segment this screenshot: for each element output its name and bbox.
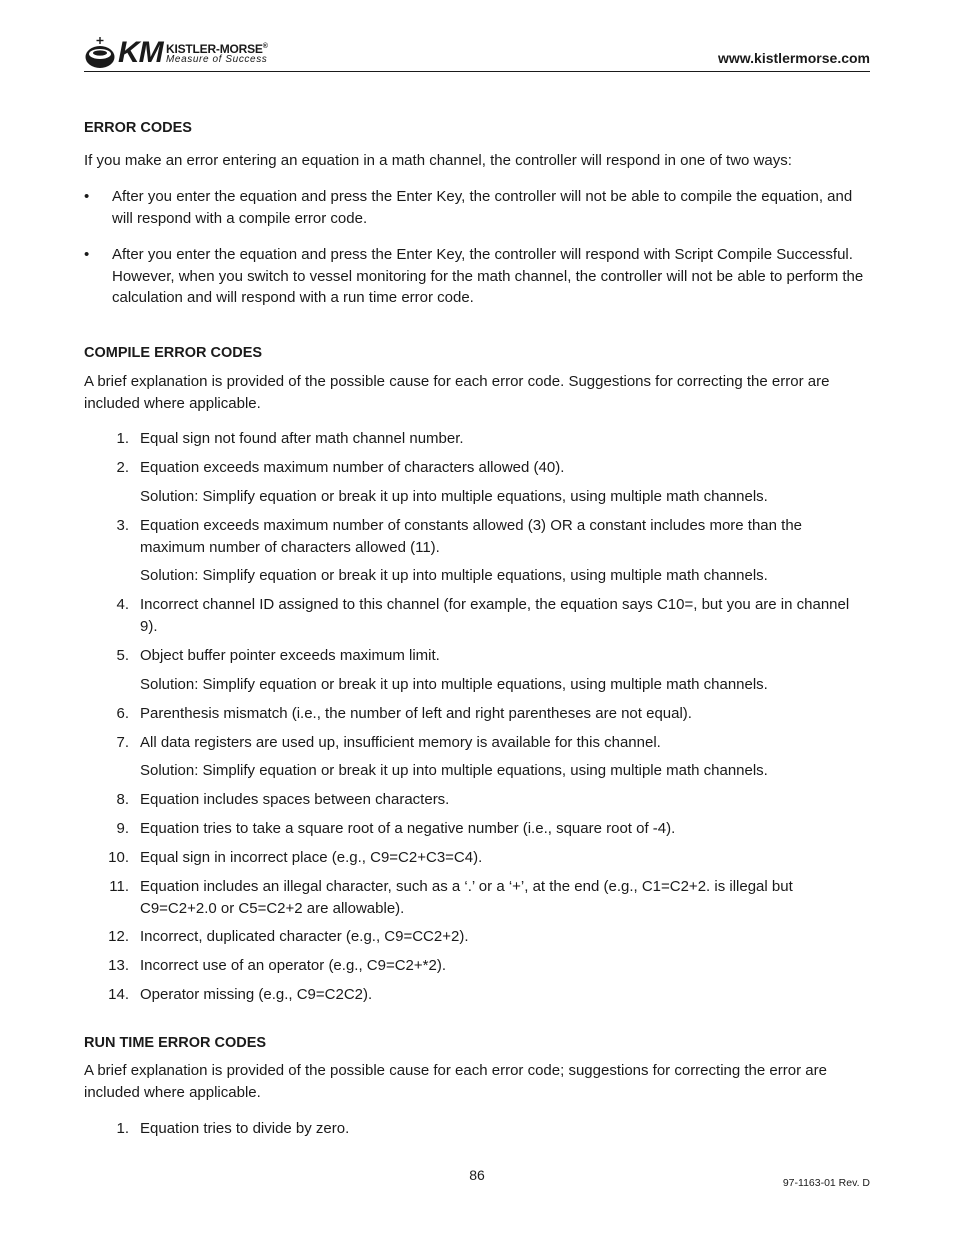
section-heading-run-time-error-codes: RUN TIME ERROR CODES xyxy=(84,1035,267,1051)
list-item-number: 1. xyxy=(116,430,129,447)
list-item-number: 7. xyxy=(116,734,129,751)
list-item-text: Equation includes an illegal character, such as a ‘.’ or a ‘+’, at the end (e.g., C1=C2+2. is illegal but C9=C2+2.0 or C5=C2+2 are allowable). xyxy=(140,878,793,917)
bullet-icon: • xyxy=(84,246,90,263)
list-item-number: 3. xyxy=(116,517,129,534)
list-item-number: 8. xyxy=(116,791,129,808)
list-item-number: 12. xyxy=(108,928,129,945)
list-item-number: 11. xyxy=(109,878,129,895)
header-divider xyxy=(84,71,870,72)
section-heading-compile-error-codes: COMPILE ERROR CODES xyxy=(84,345,263,361)
logo-tagline: Measure of Success xyxy=(166,54,268,65)
list-item-text: Equation includes spaces between characters. xyxy=(140,791,450,808)
list-item-solution: Solution: Simplify equation or break it up into multiple equations, using multiple math channels. xyxy=(140,676,768,693)
list-item-text: Equation exceeds maximum number of constants allowed (3) OR a constant includes more than the maximum number of characters allowed (11). xyxy=(140,517,803,556)
list-item-number: 1. xyxy=(116,1120,129,1137)
list-item-number: 10. xyxy=(108,849,129,866)
list-item-number: 4. xyxy=(116,596,129,613)
list-item-number: 2. xyxy=(116,459,129,476)
page-number: 86 xyxy=(469,1167,485,1183)
list-item-solution: Solution: Simplify equation or break it up into multiple equations, using multiple math channels. xyxy=(140,762,768,779)
list-item-text: Equation exceeds maximum number of characters allowed (40). xyxy=(140,459,565,476)
list-item-text: Equation tries to divide by zero. xyxy=(140,1120,350,1137)
website-link[interactable]: www.kistlermorse.com xyxy=(718,50,870,66)
logo-monogram: KM xyxy=(118,36,163,69)
logo-brand-name: KISTLER-MORSE® xyxy=(166,42,268,56)
list-item-text: Operator missing (e.g., C9=C2C2). xyxy=(140,986,373,1003)
compile-intro: A brief explanation is provided of the possible cause for each error code. Suggestions for correcting the error are included where applicable. xyxy=(84,373,830,412)
list-item-text: Incorrect channel ID assigned to this channel (for example, the equation says C10=, but you are in channel 9). xyxy=(140,596,850,635)
list-item-solution: Solution: Simplify equation or break it up into multiple equations, using multiple math channels. xyxy=(140,488,768,505)
list-item-number: 9. xyxy=(116,820,129,837)
bullet-icon: • xyxy=(84,188,90,205)
list-item-text: All data registers are used up, insufficient memory is available for this channel. xyxy=(140,734,661,751)
error-codes-bullet: After you enter the equation and press the Enter Key, the controller will not be able to compile the equation, and will respond with a compile error code. xyxy=(112,188,853,227)
list-item-number: 13. xyxy=(108,957,129,974)
error-codes-intro: If you make an error entering an equation in a math channel, the controller will respond in one of two ways: xyxy=(84,152,792,169)
error-codes-bullet: After you enter the equation and press the Enter Key, the controller will respond with Script Compile Successful. However, when you switch to vessel monitoring for the math channel, the controller will not be able to perform the calculation and will respond with a run time error code. xyxy=(112,246,864,306)
list-item-number: 6. xyxy=(116,705,129,722)
list-item-text: Equal sign not found after math channel number. xyxy=(140,430,464,447)
list-item-text: Equal sign in incorrect place (e.g., C9=C2+C3=C4). xyxy=(140,849,483,866)
list-item-text: Object buffer pointer exceeds maximum limit. xyxy=(140,647,440,664)
document-number: 97-1163-01 Rev. D xyxy=(782,1177,870,1189)
list-item-solution: Solution: Simplify equation or break it up into multiple equations, using multiple math channels. xyxy=(140,567,768,584)
list-item-number: 14. xyxy=(108,986,129,1003)
section-heading-error-codes: ERROR CODES xyxy=(84,120,192,136)
list-item-text: Incorrect, duplicated character (e.g., C9=CC2+2). xyxy=(140,928,469,945)
list-item-text: Incorrect use of an operator (e.g., C9=C2+*2). xyxy=(140,957,446,974)
runtime-intro: A brief explanation is provided of the possible cause for each error code; suggestions for correcting the error are included where applicable. xyxy=(84,1062,827,1101)
registered-mark: ® xyxy=(262,43,268,50)
list-item-text: Equation tries to take a square root of a negative number (i.e., square root of -4). xyxy=(140,820,676,837)
globe-icon xyxy=(84,36,116,70)
list-item-text: Parenthesis mismatch (i.e., the number of left and right parentheses are not equal). xyxy=(140,705,692,722)
list-item-number: 5. xyxy=(116,647,129,664)
